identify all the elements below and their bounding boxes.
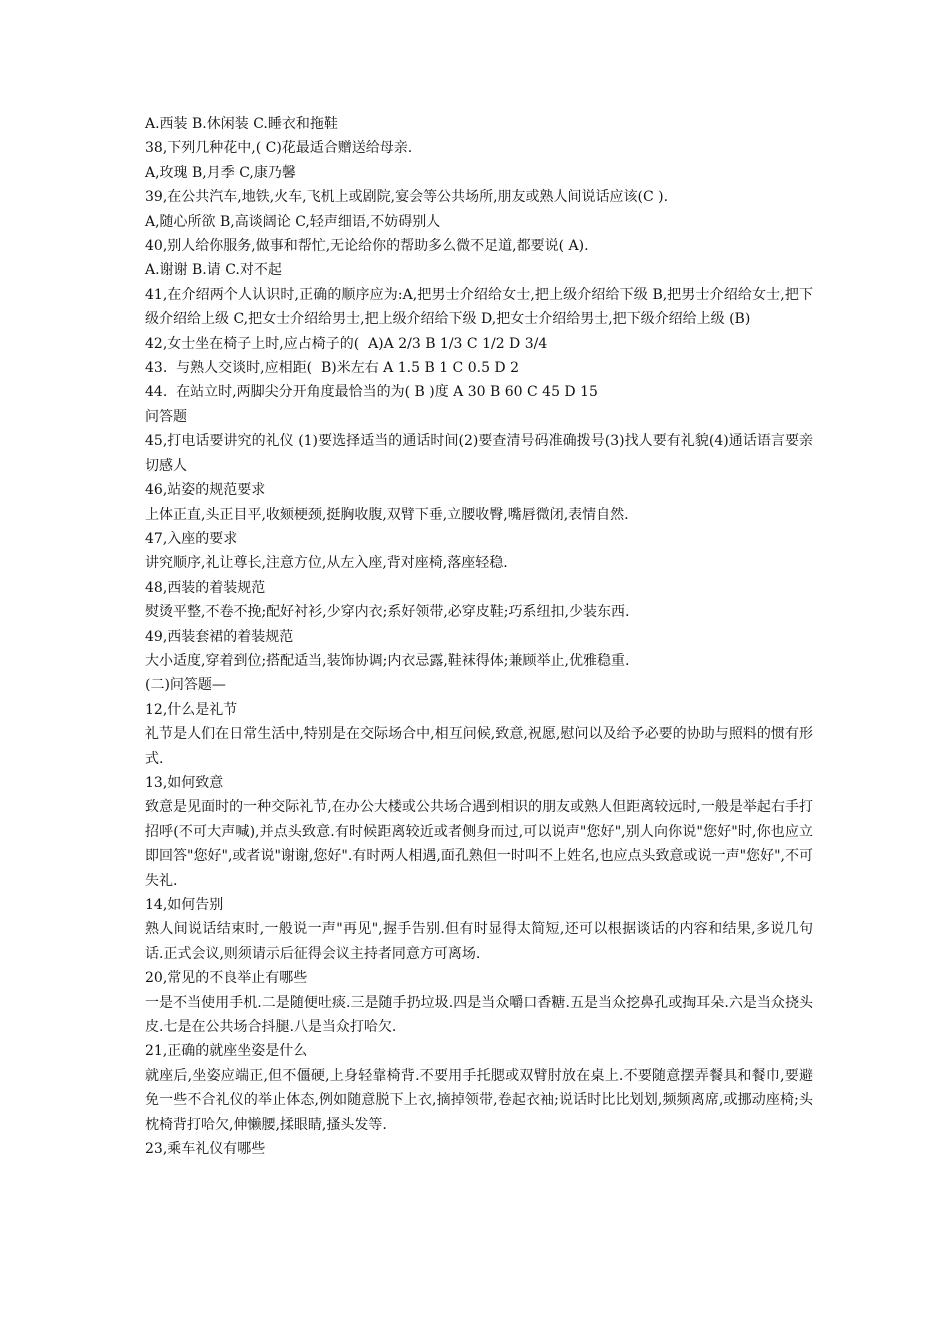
question-42: 42,女士坐在椅子上时,应占椅子的( A)A 2/3 B 1/3 C 1/2 D 3/4 <box>145 335 548 352</box>
question-46: 46,站姿的规范要求 <box>145 482 266 499</box>
question-48: 48,西装的着装规范 <box>145 579 266 596</box>
answer-47: 讲究顺序,礼让尊长,注意方位,从左入座,背对座椅,落座轻稳. <box>145 555 508 572</box>
question-47: 47,入座的要求 <box>145 530 238 547</box>
options-39: A,随心所欲 B,高谈阔论 C,轻声细语,不妨碍别人 <box>145 213 441 230</box>
question-41: 41,在介绍两个人认识时,正确的顺序应为:A,把男士介绍给女士,把上级介绍给下级 B,把男士介绍给女士,把下级介绍给上级 C,把女士介绍给男士,把上级介绍给下级 D,把女士介绍给男士,把下级介绍给上级 (B) <box>145 286 813 328</box>
answer-48: 熨烫平整,不卷不挽;配好衬衫,少穿内衣;系好领带,必穿皮鞋;巧系纽扣,少装东西. <box>145 604 630 621</box>
text-line: A.西装 B.休闲装 C.睡衣和拖鞋 <box>145 116 338 132</box>
question-49: 49,西装套裙的着装规范 <box>145 628 294 645</box>
answer-46: 上体正直,头正目平,收颏梗颈,挺胸收腹,双臂下垂,立腰收臀,嘴唇微闭,表情自然. <box>145 506 629 523</box>
question-23: 23,乘车礼仪有哪些 <box>145 1141 266 1158</box>
answer-49: 大小适度,穿着到位;搭配适当,装饰协调;内衣忌露,鞋袜得体;兼顾举止,优雅稳重. <box>145 652 630 669</box>
question-21: 21,正确的就座坐姿是什么 <box>145 1043 308 1060</box>
answer-13: 致意是见面时的一种交际礼节,在办公大楼或公共场合遇到相识的朋友或熟人但距离较远时,一般是举起右手打招呼(不可大声喊),并点头致意.有时候距离较近或者侧身而过,可以说声"您好",别人向你说"您好"时,你也应立即回答"您好",或者说"谢谢,您好".有时两人相遇,面孔熟但一时叫不上姓名,也应点头致意或说一声"您好",不可失礼. <box>145 799 813 889</box>
answer-21: 就座后,坐姿应端正,但不僵硬,上身轻靠椅背.不要用手托腮或双臂肘放在桌上.不要随意摆弄餐具和餐巾,要避免一些不合礼仪的举止体态,例如随意脱下上衣,摘掉领带,卷起衣袖;说话时比比划划,频频离席,或挪动座椅;头枕椅背打哈欠,伸懒腰,揉眼睛,搔头发等. <box>145 1067 813 1133</box>
document-page <box>145 112 813 1161</box>
question-14: 14,如何告别 <box>145 897 224 913</box>
question-38: 38,下列几种花中,( C)花最适合赠送给母亲. <box>145 140 413 157</box>
answer-20: 一是不当使用手机.二是随便吐痰.三是随手扔垃圾.四是当众嚼口香糖.五是当众挖鼻孔或掏耳朵.六是当众挠头皮.七是在公共场合抖腿.八是当众打哈欠. <box>145 994 813 1036</box>
question-39: 39,在公共汽车,地铁,火车,飞机上或剧院,宴会等公共场所,朋友或熟人间说话应该(C ). <box>145 189 669 206</box>
section-heading: 问答题 <box>145 408 187 425</box>
question-13: 13,如何致意 <box>145 774 224 791</box>
answer-14: 熟人间说话结束时,一般说一声"再见",握手告别.但有时显得太简短,还可以根据谈话的内容和结果,多说几句话.正式会议,则须请示后征得会议主持者同意方可离场. <box>145 921 813 962</box>
question-45: 45,打电话要讲究的礼仪 (1)要选择适当的通话时间(2)要查清号码准确拨号(3)找人要有礼貌(4)通话语言要亲切感人 <box>145 433 813 474</box>
options-38: A,玫瑰 B,月季 C,康乃馨 <box>145 164 296 181</box>
question-43: 43. 与熟人交谈时,应相距( B)米左右 A 1.5 B 1 C 0.5 D 2 <box>145 360 520 377</box>
question-40: 40,别人给你服务,做事和帮忙,无论给你的帮助多么微不足道,都要说( A). <box>145 238 589 255</box>
section-heading-2: (二)问答题— <box>145 677 226 694</box>
question-20: 20,常见的不良举止有哪些 <box>145 970 308 987</box>
question-44: 44. 在站立时,两脚尖分开角度最恰当的为( B )度 A 30 B 60 C 45 D 15 <box>145 384 598 401</box>
answer-12: 礼节是人们在日常生活中,特别是在交际场合中,相互问候,致意,祝愿,慰问以及给予必要的协助与照料的惯有形式. <box>145 726 813 767</box>
question-12: 12,什么是礼节 <box>145 701 238 718</box>
options-40: A.谢谢 B.请 C.对不起 <box>145 262 282 279</box>
